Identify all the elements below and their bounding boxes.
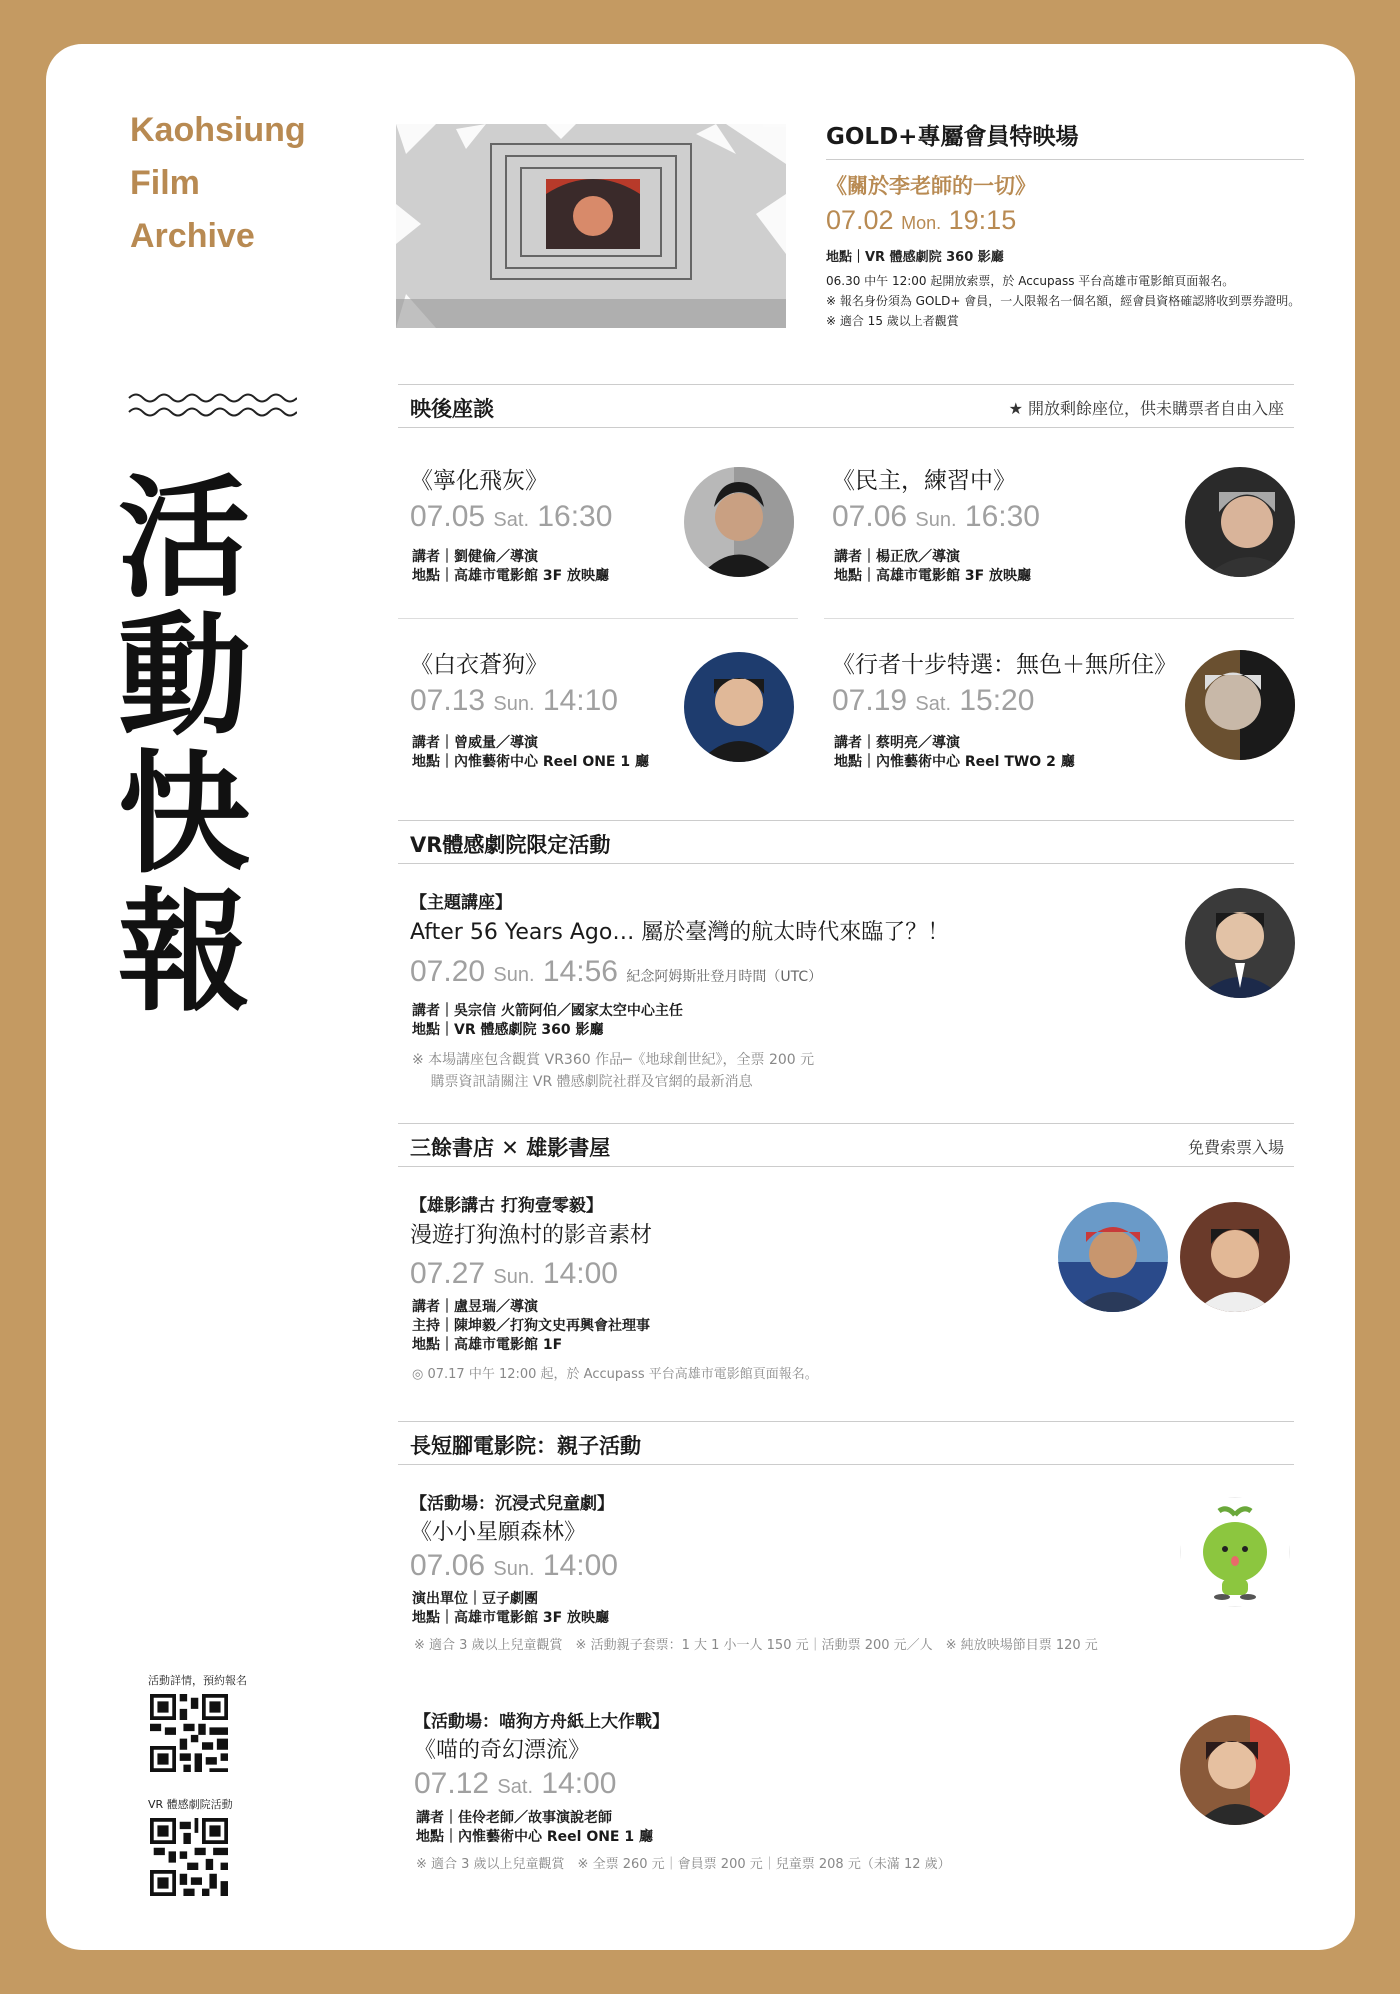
section-title: VR體感劇院限定活動 (410, 833, 611, 857)
event-date: 07.12 (414, 1767, 490, 1800)
event-time: 16:30 (964, 500, 1040, 533)
gold-heading: GOLD+專屬會員特映場 (826, 124, 1079, 150)
event-datetime (410, 1257, 618, 1291)
event-time: 14:56 (542, 955, 618, 988)
title-char: 動 (118, 599, 250, 754)
event-title: 《民主，練習中》 (832, 468, 1016, 494)
event-datetime (832, 684, 1034, 718)
gold-note: 06.30 中午 12:00 起開放索票，於 Accupass 平台高雄市電影館頁面報名。 (826, 274, 1235, 288)
event-note: ※ 適合 3 歲以上兒童觀賞 ※ 全票 260 元｜會員票 200 元｜兒童票 208 元（未滿 12 歲） (416, 1857, 951, 1872)
event-datetime (832, 500, 1040, 534)
gold-note: ※ 適合 15 歲以上者觀賞 (826, 314, 959, 328)
event-tag: 【活動場：喵狗方舟紙上大作戰】 (414, 1712, 669, 1732)
event-weekday: Sat. (493, 509, 529, 531)
event-title: After 56 Years Ago… 屬於臺灣的航太時代來臨了？！ (410, 920, 950, 945)
event-weekday: Sun. (493, 964, 535, 986)
qr-label: VR 體感劇院活動 (148, 1798, 233, 1811)
event-note: ◎ 07.17 中午 12:00 起，於 Accupass 平台高雄市電影館頁面報名。 (412, 1367, 818, 1382)
event-datetime (410, 684, 618, 718)
event-details: 講者｜盧昱瑞／導演 主持｜陳坤毅／打狗文史再興會社理事 地點｜高雄市電影館 1F (412, 1299, 650, 1353)
event-weekday: Sat. (915, 693, 951, 715)
section-title: 映後座談 (410, 397, 494, 421)
event-date: 07.02 (826, 205, 894, 235)
wave-decoration (127, 390, 297, 420)
event-tag: 【雄影講古 打狗壹零毅】 (410, 1196, 603, 1216)
event-title: 《白衣蒼狗》 (410, 652, 548, 678)
event-details: 講者｜佳伶老師／故事演說老師 地點｜內惟藝術中心 Reel ONE 1 廳 (416, 1810, 653, 1845)
event-time: 14:00 (542, 1257, 618, 1290)
event-title: 《行者十步特選：無色＋無所住》 (832, 652, 1177, 678)
section-header-talks (398, 384, 1294, 428)
section-header-vr (398, 820, 1294, 864)
page-title (118, 461, 268, 1030)
event-details: 講者｜劉健倫／導演 地點｜高雄市電影館 3F 放映廳 (412, 549, 610, 584)
event-tag: 【活動場：沉浸式兒童劇】 (410, 1494, 614, 1514)
divider (826, 159, 1304, 160)
event-datetime (410, 500, 612, 534)
section-note: 免費索票入場 (1187, 1138, 1284, 1157)
event-note: ※ 本場講座包含觀賞 VR360 作品─《地球創世紀》，全票 200 元 購票資訊請關注 VR 體感劇院社群及官網的最新消息 (412, 1052, 815, 1090)
title-char: 報 (118, 875, 250, 1030)
bean-mascot-icon (1180, 1497, 1290, 1607)
event-datetime (410, 1549, 618, 1583)
gold-datetime (826, 205, 1016, 236)
qr-code-icon[interactable] (150, 1818, 228, 1896)
event-details: 演出單位｜豆子劇團 地點｜高雄市電影館 3F 放映廳 (412, 1591, 610, 1626)
section-title: 三餘書店 ✕ 雄影書屋 (410, 1136, 611, 1160)
speaker-avatar (1180, 1715, 1290, 1825)
event-note: ※ 適合 3 歲以上兒童觀賞 ※ 活動親子套票：1 大 1 小一人 150 元｜活動票 200 元／人 ※ 純放映場節目票 120 元 (414, 1638, 1098, 1653)
event-aside: 紀念阿姆斯壯登月時間（UTC） (626, 969, 823, 985)
event-weekday: Sun. (915, 509, 957, 531)
event-date: 07.06 (832, 500, 908, 533)
gold-venue: 地點｜VR 體感劇院 360 影廳 (826, 250, 1004, 265)
event-time: 14:00 (541, 1767, 617, 1800)
event-weekday: Sun. (493, 1266, 535, 1288)
event-date: 07.20 (410, 955, 486, 988)
event-datetime (410, 955, 822, 989)
event-time: 16:30 (537, 500, 613, 533)
gold-film-title: 《關於李老師的一切》 (826, 174, 1036, 198)
gold-note: ※ 報名身份須為 GOLD+ 會員，一人限報名一個名額，經會員資格確認將收到票券證明。 (826, 294, 1301, 308)
speaker-avatar (1185, 888, 1295, 998)
event-time: 14:10 (542, 684, 618, 717)
section-title: 長短腳電影院：親子活動 (410, 1434, 641, 1458)
event-datetime (414, 1767, 616, 1801)
section-note: ★ 開放剩餘座位，供未購票者自由入座 (1008, 399, 1284, 418)
event-date: 07.06 (410, 1549, 486, 1582)
section-header-books (398, 1123, 1294, 1167)
event-details: 講者｜吳宗信 火箭阿伯／國家太空中心主任 地點｜VR 體感劇院 360 影廳 (412, 1003, 683, 1038)
divider (824, 618, 1294, 619)
brand-line: Archive (130, 217, 255, 255)
event-details: 講者｜蔡明亮／導演 地點｜內惟藝術中心 Reel TWO 2 廳 (834, 735, 1075, 770)
film-still-image (396, 124, 786, 328)
event-title: 《喵的奇幻漂流》 (414, 1738, 591, 1763)
event-date: 07.27 (410, 1257, 486, 1290)
event-details: 講者｜楊正欣／導演 地點｜高雄市電影館 3F 放映廳 (834, 549, 1032, 584)
brand-line: Kaohsiung (130, 111, 306, 149)
qr-label: 活動詳情，預約報名 (148, 1674, 247, 1687)
event-time: 15:20 (959, 684, 1035, 717)
title-char: 快 (118, 737, 250, 892)
event-weekday: Sun. (493, 693, 535, 715)
speaker-avatar (1185, 467, 1295, 577)
title-char: 活 (118, 461, 250, 616)
qr-code-icon[interactable] (150, 1694, 228, 1772)
speaker-avatar (684, 652, 794, 762)
event-weekday: Mon. (901, 213, 942, 233)
event-date: 07.05 (410, 500, 486, 533)
speaker-avatar (1058, 1202, 1168, 1312)
event-details: 講者｜曾威量／導演 地點｜內惟藝術中心 Reel ONE 1 廳 (412, 735, 649, 770)
event-date: 07.19 (832, 684, 908, 717)
section-header-kids (398, 1421, 1294, 1465)
divider (398, 618, 798, 619)
brand-line: Film (130, 164, 200, 202)
speaker-avatar (1180, 1202, 1290, 1312)
event-title: 《寧化飛灰》 (410, 468, 548, 494)
speaker-avatar (1185, 650, 1295, 760)
event-time: 19:15 (948, 205, 1017, 235)
event-weekday: Sun. (493, 1558, 535, 1580)
event-title: 《小小星願森林》 (410, 1520, 587, 1545)
event-title: 漫遊打狗漁村的影音素材 (410, 1223, 653, 1248)
speaker-avatar (684, 467, 794, 577)
event-time: 14:00 (542, 1549, 618, 1582)
event-tag: 【主題講座】 (410, 893, 512, 913)
event-weekday: Sat. (497, 1776, 533, 1798)
event-date: 07.13 (410, 684, 486, 717)
brand-logo (130, 104, 306, 263)
